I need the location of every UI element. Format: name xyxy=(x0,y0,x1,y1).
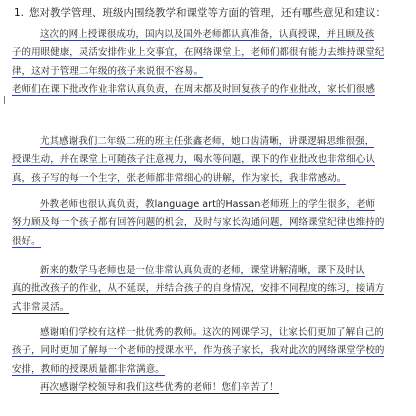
answer-paragraph-4 xyxy=(12,262,410,317)
question-number: 1. xyxy=(14,7,25,19)
paragraph-line: 律，这对于管理二年级的孩子来说很不容易。 xyxy=(12,65,204,77)
paragraph-line: 授课生动，并在课堂上可随孩子注意视力，喝水等问题，课下的作业批改也非常细心认 xyxy=(12,154,375,166)
paragraph-line: 这次的网上授课很成功，国内以及国外老师都认真准备，认真授课，并且顾及孩 xyxy=(40,29,375,40)
paragraph-line: 新来的数学马老师也是一位非常认真负责的老师，课堂讲解清晰，课下及时认 xyxy=(40,265,365,276)
paragraph-line: 安排，教师的授课质量都非常满意。 xyxy=(12,363,165,375)
answer-paragraph-3 xyxy=(12,196,410,251)
paragraph-line: 外教老师也很认真负责，教language art的Hassan老师班上的学生很多，老师 xyxy=(40,199,376,210)
paragraph-line: 老师们在课下批改作业非常认真负责，在周末都及时回复孩子的作业批改，家长们很感 xyxy=(12,83,375,95)
paragraph-line: 努力顾及每一个孩子都有回答问题的机会，及时与家长沟通问题，网络课堂纪律也维持的 xyxy=(12,217,385,229)
paragraph-line: 子的用眼健康，灵活安排作业上交事宜，在网络课堂上，老师们都很有能力去维持课堂纪 xyxy=(12,47,385,59)
question-text: 您对教学管理、班级内围绕教学和课堂等方面的管理，还有哪些意见和建议： xyxy=(29,7,387,19)
question-heading xyxy=(14,6,410,20)
margin-mark xyxy=(4,96,5,104)
answer-paragraph-1 xyxy=(12,26,410,99)
answer-paragraph-2 xyxy=(12,133,410,188)
paragraph-line: 感谢咱们学校有这样一批优秀的教师。这次的网课学习，让家长们更加了解自己的 xyxy=(40,327,384,338)
paragraph-line: 真，孩子写的每一个生字，张老师都非常细心的讲解，作为家长，我非常感动。 xyxy=(12,172,347,184)
paragraph-line: 尤其感谢我们二年级二班的班主任张鑫老师，她口齿清晰，讲课逻辑思维很强， xyxy=(40,136,375,147)
paragraph-line: 式非常灵活。 xyxy=(12,301,70,313)
paragraph-line: 很好。 xyxy=(12,235,41,247)
paragraph-line: 再次感谢学校领导和我们这些优秀的老师！您们辛苦了！ xyxy=(40,381,279,393)
paragraph-line: 真的批改孩子的作业，从不延误，并结合孩子的自身情况，安排不同程度的练习，接请方 xyxy=(12,283,385,295)
answer-paragraph-5 xyxy=(12,324,410,397)
paragraph-line: 孩子，同时更加了解每一个老师的授课水平，作为孩子家长，我对此次的网络课堂学校的 xyxy=(12,345,385,357)
